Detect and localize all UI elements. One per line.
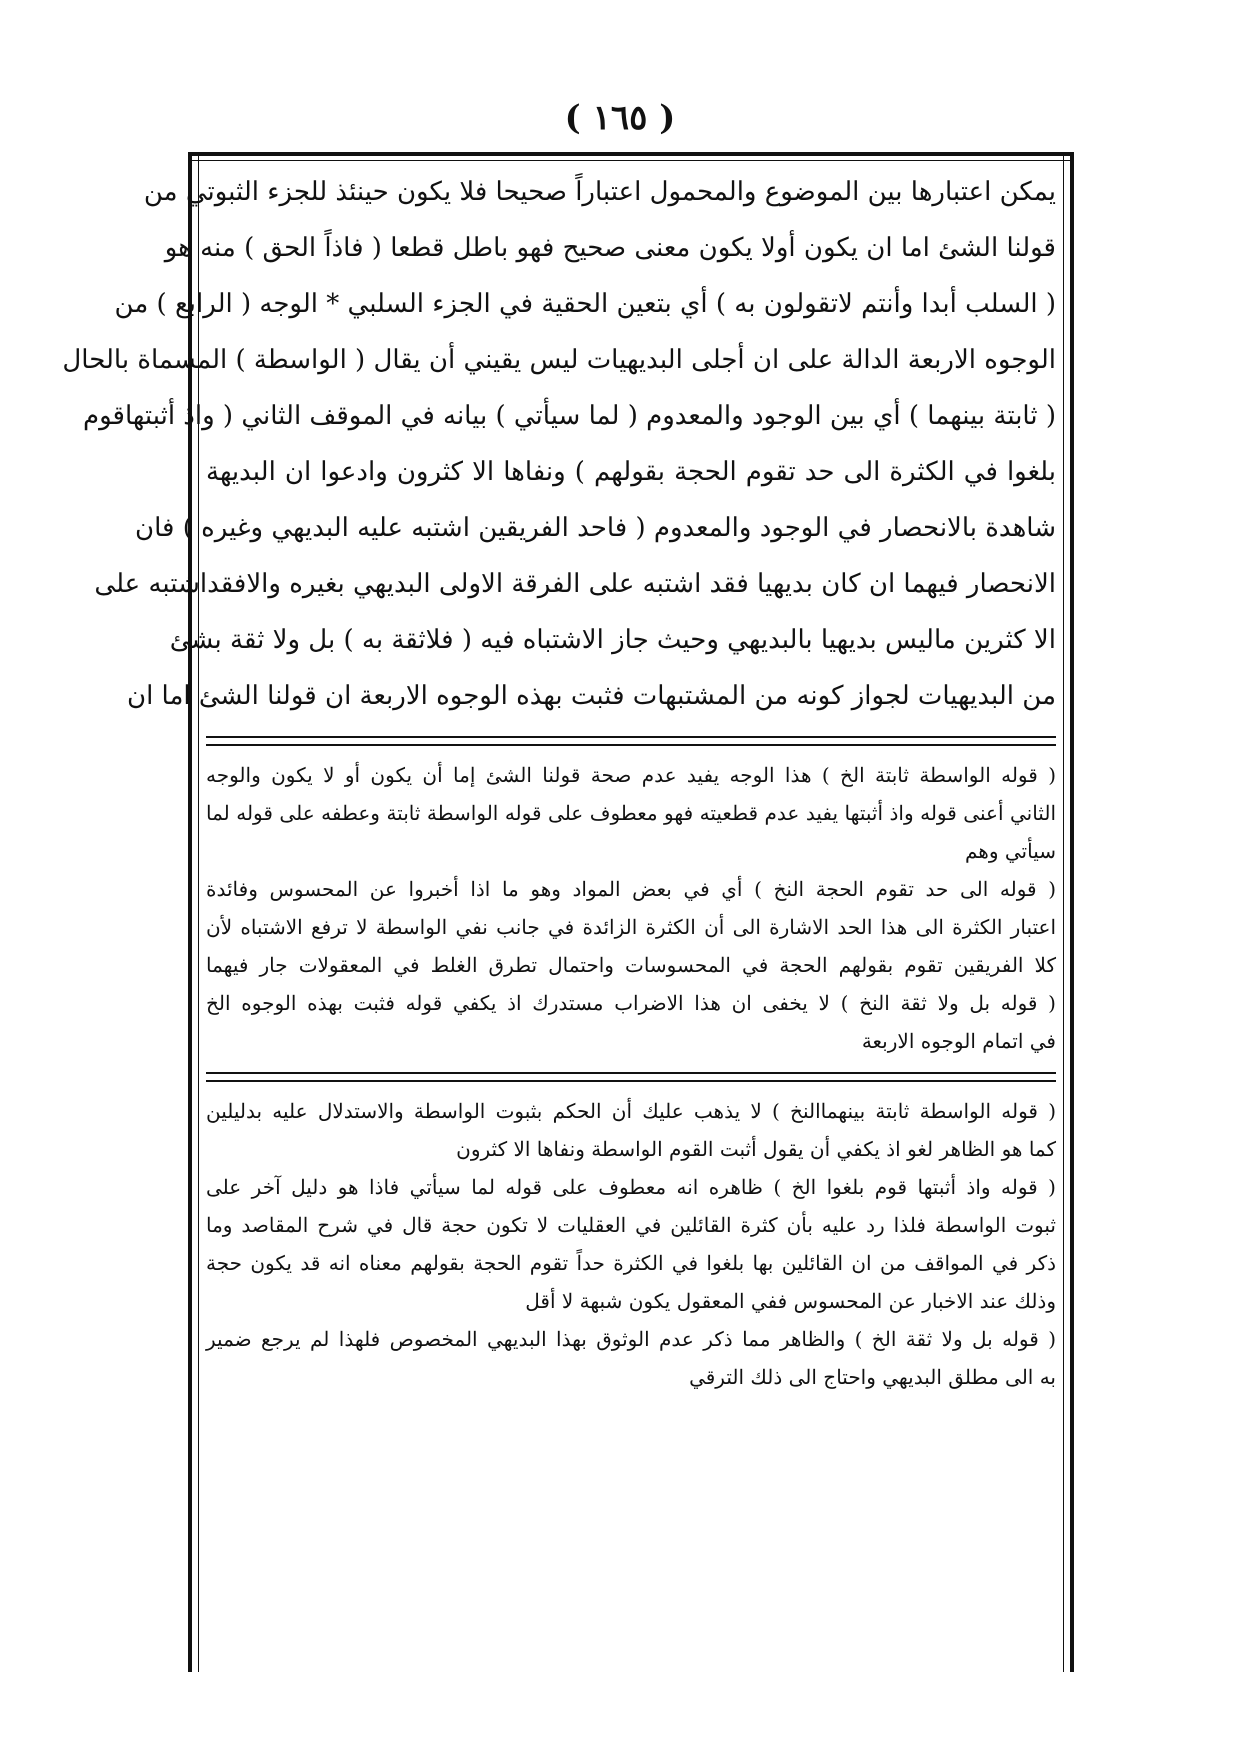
- page-content: [62, 164, 1057, 1672]
- page-frame: [62, 152, 1074, 1672]
- commentary-line: ( قوله بل ولا ثقة النخ ) لا يخفى ان هذا الاضراب مستدرك اذ يكفي قوله فثبت بهذه الوجوه الخ: [206, 991, 1056, 1015]
- commentary-line: ( قوله واذ أثبتها قوم بلغوا الخ ) ظاهره انه معطوف على قوله لما سيأتي فاذا هو دليل آخر على: [206, 1175, 1056, 1199]
- commentary-line: به الى مطلق البديهي واحتاج الى ذلك الترقي: [689, 1365, 1056, 1389]
- main-text-line: ( السلب أبدا وأنتم لاتقولون به ) أي بتعين الحقية في الجزء السلبي * الوجه ( الرابع ) من: [114, 289, 1056, 319]
- main-text-line: ( ثابتة بينهما ) أي بين الوجود والمعدوم ( لما سيأتي ) بيانه في الموقف الثاني ( واذ أثبتهاقوم: [83, 401, 1056, 431]
- frame-right-border: [1063, 152, 1074, 1672]
- section-divider: [206, 736, 1056, 746]
- commentary-line: اعتبار الكثرة الى هذا الحد الاشارة الى أن الكثرة الزائدة في جانب نفي الواسطة لا ترفع الاشتباه لأن: [206, 915, 1056, 939]
- main-text-line: الوجوه الاربعة الدالة على ان أجلى البديهيات ليس يقيني أن يقال ( الواسطة ) المسماة بالحال: [62, 345, 1056, 375]
- commentary-line: ذكر في المواقف من ان القائلين بها بلغوا في الكثرة حداً تقوم الحجة بقولهم معناه انه قد يكون حجة: [206, 1251, 1056, 1275]
- main-text-line: يمكن اعتبارها بين الموضوع والمحمول اعتباراً صحيحا فلا يكون حينئذ للجزء الثبوتي من: [143, 177, 1056, 207]
- commentary-line: ( قوله الواسطة ثابتة الخ ) هذا الوجه يفيد عدم صحة قولنا الشئ إما أن يكون أو لا يكون والوجه: [206, 763, 1056, 787]
- page-number: ( ١٦٥ ): [564, 98, 676, 138]
- commentary-line: ( قوله الى حد تقوم الحجة النخ ) أي في بعض المواد وهو ما اذا أخبروا عن المحسوس وفائدة: [206, 877, 1056, 901]
- commentary-line: سيأتي وهم: [965, 839, 1056, 863]
- commentary-line: ( قوله الواسطة ثابتة بينهماالنخ ) لا يذهب عليك أن الحكم بثبوت الواسطة والاستدلال عليه بدليلين: [206, 1099, 1056, 1123]
- second-commentary-block: [206, 1092, 1056, 1396]
- main-text-line: الانحصار فيهما ان كان بديهيا فقد اشتبه على الفرقة الاولى البديهي بغيره والافقداشتبه على: [94, 569, 1056, 599]
- commentary-line: وذلك عند الاخبار عن المحسوس ففي المعقول يكون شبهة لا أقل: [525, 1289, 1056, 1313]
- main-text-line: من البديهيات لجواز كونه من المشتبهات فثبت بهذه الوجوه الاربعة ان قولنا الشئ اما ان: [126, 681, 1056, 711]
- commentary-line: كما هو الظاهر لغو اذ يكفي أن يقول أثبت القوم الواسطة ونفاها الا كثرون: [456, 1137, 1056, 1161]
- main-text-line: قولنا الشئ اما ان يكون أولا يكون معنى صحيح فهو باطل قطعا ( فاذاً الحق ) منه هو: [164, 233, 1056, 263]
- main-text-line: شاهدة بالانحصار في الوجود والمعدوم ( فاحد الفريقين اشتبه عليه البديهي وغيره ) فان: [134, 513, 1056, 543]
- commentary-line: في اتمام الوجوه الاربعة: [861, 1029, 1056, 1053]
- commentary-line: الثاني أعنى قوله واذ أثبتها يفيد عدم قطعيته فهو معطوف على قوله الواسطة ثابتة وعطفه على قوله لما: [206, 801, 1056, 825]
- main-text-line: الا كثرين ماليس بديهيا بالبديهي وحيث جاز الاشتباه فيه ( فلاثقة به ) بل ولا ثقة بشئ: [169, 625, 1056, 655]
- commentary-line: كلا الفريقين تقوم بقولهم الحجة في المحسوسات واحتمال تطرق الغلط في المعقولات جار فيهما: [206, 953, 1056, 977]
- frame-top-border: [188, 152, 1074, 161]
- first-commentary-block: [206, 756, 1056, 1060]
- main-text-block: [62, 164, 1056, 724]
- commentary-line: ثبوت الواسطة فلذا رد عليه بأن كثرة القائلين في العقليات لا تكون حجة قال في شرح المقاصد وما: [206, 1213, 1056, 1237]
- main-text-line: بلغوا في الكثرة الى حد تقوم الحجة بقولهم ) ونفاها الا كثرون وادعوا ان البديهة: [206, 457, 1056, 487]
- section-divider: [206, 1072, 1056, 1082]
- commentary-line: ( قوله بل ولا ثقة الخ ) والظاهر مما ذكر عدم الوثوق بهذا البديهي المخصوص فلهذا لم يرجع ضمير: [206, 1327, 1057, 1351]
